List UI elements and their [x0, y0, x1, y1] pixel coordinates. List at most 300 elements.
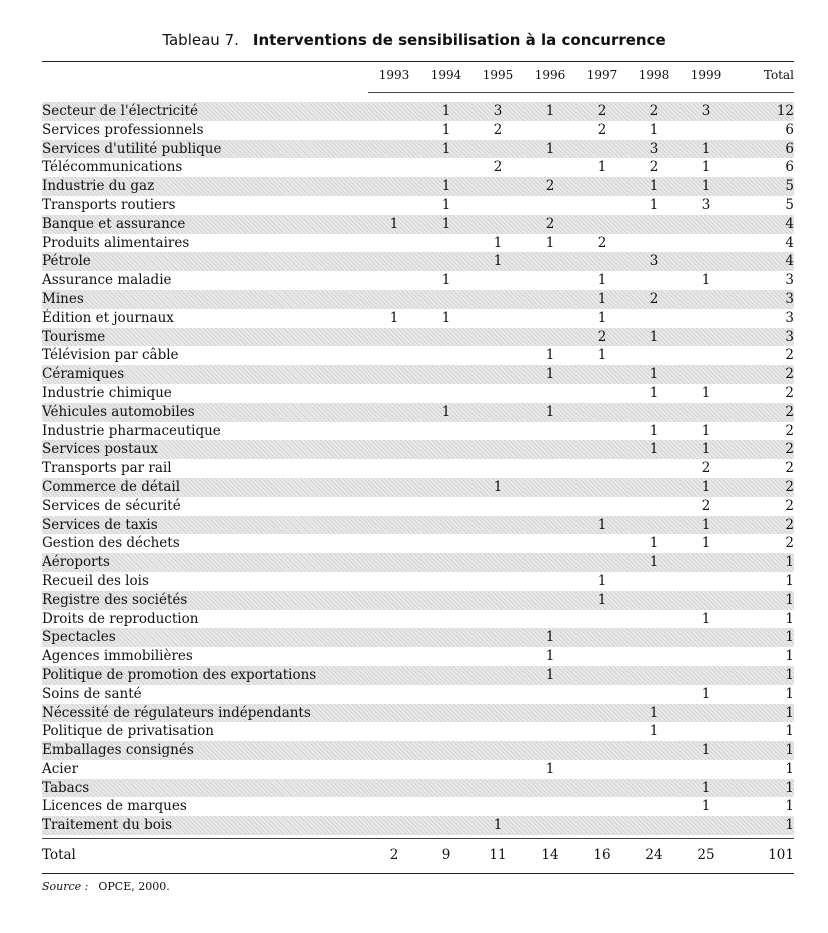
- value-cell: 1: [680, 177, 732, 196]
- column-header-1999: 1999: [690, 68, 722, 82]
- value-cell: [524, 685, 576, 704]
- header-rule: [368, 92, 794, 93]
- value-cell: [628, 271, 680, 290]
- value-cell: 1: [680, 478, 732, 497]
- table-row: [42, 346, 794, 365]
- row-total-cell: 3: [732, 328, 794, 347]
- value-cell: 1: [472, 478, 524, 497]
- value-cell: [420, 534, 472, 553]
- total-cell: 14: [541, 847, 559, 863]
- value-cell: 1: [545, 648, 555, 665]
- row-label: Politique de privatisation: [42, 723, 214, 740]
- value-cell: [472, 666, 524, 685]
- value-cell: [420, 704, 472, 723]
- value-cell: [628, 478, 680, 497]
- value-cell: [628, 516, 680, 535]
- table-row: [42, 497, 794, 516]
- value-cell: [420, 797, 472, 816]
- table-row: [42, 704, 794, 723]
- column-header-row: [42, 64, 794, 86]
- table-row: [42, 572, 794, 591]
- value-cell: 1: [680, 140, 732, 159]
- value-cell: 1: [628, 365, 680, 384]
- value-cell: 1: [701, 685, 711, 702]
- table-row: [42, 666, 794, 685]
- value-cell: [576, 384, 628, 403]
- value-cell: [472, 497, 524, 516]
- value-cell: [628, 628, 680, 647]
- table-row: [42, 591, 794, 610]
- value-cell: [680, 666, 732, 685]
- value-cell: [368, 685, 420, 704]
- table-row: [42, 271, 794, 290]
- value-cell: 1: [597, 572, 607, 589]
- value-cell: 1: [441, 309, 451, 326]
- table-row: [42, 102, 794, 121]
- row-total-cell: 1: [732, 816, 794, 835]
- row-total-cell: 2: [732, 403, 794, 422]
- row-label: Services postaux: [42, 440, 368, 459]
- total-cell: 24: [645, 847, 663, 863]
- value-cell: [524, 553, 576, 572]
- value-cell: 3: [628, 140, 680, 159]
- data-table-body: [42, 102, 794, 835]
- row-label: Licences de marques: [42, 798, 187, 815]
- value-cell: [368, 346, 420, 365]
- value-cell: [420, 252, 472, 271]
- total-cell: 11: [489, 847, 507, 863]
- table-row: [42, 685, 794, 704]
- value-cell: [576, 140, 628, 159]
- row-total-cell: 4: [785, 234, 794, 251]
- value-cell: [472, 722, 524, 741]
- value-cell: [368, 704, 420, 723]
- value-cell: [680, 234, 732, 253]
- value-cell: [680, 309, 732, 328]
- value-cell: [524, 497, 576, 516]
- value-cell: [628, 215, 680, 234]
- value-cell: [628, 497, 680, 516]
- value-cell: 1: [441, 196, 451, 213]
- row-total-cell: 2: [785, 497, 794, 514]
- value-cell: [420, 741, 472, 760]
- value-cell: [368, 610, 420, 629]
- table-row: [42, 422, 794, 441]
- table-row: [42, 403, 794, 422]
- value-cell: 1: [649, 384, 659, 401]
- value-cell: [420, 666, 472, 685]
- table-row: [42, 196, 794, 215]
- table-row: [42, 309, 794, 328]
- row-total-cell: 1: [732, 553, 794, 572]
- value-cell: [576, 365, 628, 384]
- row-label: Politique de promotion des exportations: [42, 666, 368, 685]
- value-cell: 1: [420, 140, 472, 159]
- value-cell: [524, 722, 576, 741]
- row-total-cell: 1: [785, 723, 794, 740]
- value-cell: [420, 422, 472, 441]
- row-label: Industrie du gaz: [42, 177, 368, 196]
- value-cell: 1: [597, 159, 607, 176]
- value-cell: 2: [597, 121, 607, 138]
- row-label: Secteur de l'électricité: [42, 102, 368, 121]
- value-cell: 1: [701, 384, 711, 401]
- value-cell: [576, 553, 628, 572]
- value-cell: [680, 591, 732, 610]
- row-total-cell: 6: [785, 121, 794, 138]
- table-row: [42, 234, 794, 253]
- value-cell: [420, 647, 472, 666]
- value-cell: [680, 572, 732, 591]
- value-cell: [472, 760, 524, 779]
- value-cell: [524, 290, 576, 309]
- value-cell: [368, 647, 420, 666]
- value-cell: [576, 722, 628, 741]
- value-cell: 1: [524, 365, 576, 384]
- value-cell: [420, 440, 472, 459]
- column-header-1997: 1997: [586, 68, 618, 82]
- value-cell: 2: [649, 159, 659, 176]
- value-cell: [576, 779, 628, 798]
- column-header-1996: 1996: [534, 68, 566, 82]
- totals-row: [42, 846, 794, 865]
- row-label: Emballages consignés: [42, 741, 368, 760]
- row-total-cell: 2: [732, 440, 794, 459]
- value-cell: [576, 534, 628, 553]
- value-cell: [368, 666, 420, 685]
- row-label: Services de taxis: [42, 516, 368, 535]
- value-cell: [472, 591, 524, 610]
- value-cell: [576, 459, 628, 478]
- value-cell: 1: [628, 553, 680, 572]
- total-cell: 9: [441, 847, 451, 863]
- value-cell: 1: [420, 102, 472, 121]
- value-cell: [628, 760, 680, 779]
- column-header-1995: 1995: [482, 68, 514, 82]
- value-cell: [472, 647, 524, 666]
- value-cell: 1: [680, 779, 732, 798]
- value-cell: 1: [628, 328, 680, 347]
- row-total-cell: 1: [785, 685, 794, 702]
- row-total-cell: 2: [785, 347, 794, 364]
- value-cell: 1: [701, 422, 711, 439]
- table-row: [42, 121, 794, 140]
- value-cell: 2: [576, 102, 628, 121]
- value-cell: [628, 666, 680, 685]
- table-number: Tableau 7.: [162, 31, 239, 49]
- row-label: Télécommunications: [42, 159, 183, 176]
- value-cell: [628, 403, 680, 422]
- value-cell: [472, 534, 524, 553]
- row-label: Aéroports: [42, 553, 368, 572]
- value-cell: [628, 779, 680, 798]
- value-cell: [420, 328, 472, 347]
- source-note: [42, 880, 170, 893]
- value-cell: 1: [420, 177, 472, 196]
- value-cell: [420, 610, 472, 629]
- row-label: Télévision par câble: [42, 347, 179, 364]
- value-cell: 1: [649, 422, 659, 439]
- table-row: [42, 816, 794, 835]
- value-cell: [368, 290, 420, 309]
- value-cell: [680, 328, 732, 347]
- value-cell: 1: [420, 403, 472, 422]
- value-cell: 1: [597, 347, 607, 364]
- value-cell: [628, 234, 680, 253]
- source-label: Source :: [42, 880, 89, 893]
- value-cell: [420, 365, 472, 384]
- value-cell: [524, 422, 576, 441]
- value-cell: 2: [493, 159, 503, 176]
- value-cell: 1: [576, 290, 628, 309]
- value-cell: [420, 459, 472, 478]
- row-total-cell: 2: [785, 422, 794, 439]
- row-total-cell: 6: [732, 140, 794, 159]
- value-cell: [472, 177, 524, 196]
- value-cell: [524, 516, 576, 535]
- value-cell: [368, 516, 420, 535]
- value-cell: [576, 497, 628, 516]
- value-cell: [368, 816, 420, 835]
- value-cell: [628, 459, 680, 478]
- value-cell: [420, 497, 472, 516]
- value-cell: [420, 290, 472, 309]
- table-row: [42, 741, 794, 760]
- value-cell: [472, 704, 524, 723]
- table-row: [42, 516, 794, 535]
- value-cell: 1: [649, 121, 659, 138]
- value-cell: [472, 365, 524, 384]
- value-cell: [680, 252, 732, 271]
- value-cell: [472, 309, 524, 328]
- value-cell: [628, 309, 680, 328]
- table-row: [42, 779, 794, 798]
- value-cell: [680, 121, 732, 140]
- value-cell: 3: [701, 196, 711, 213]
- value-cell: [524, 252, 576, 271]
- value-cell: [524, 459, 576, 478]
- table-row: [42, 177, 794, 196]
- value-cell: [472, 516, 524, 535]
- value-cell: 1: [628, 177, 680, 196]
- value-cell: 1: [649, 196, 659, 213]
- table-caption: Interventions de sensibilisation à la concurrence: [252, 31, 666, 49]
- value-cell: [576, 177, 628, 196]
- row-label: Traitement du bois: [42, 816, 368, 835]
- value-cell: 1: [649, 723, 659, 740]
- row-label: Assurance maladie: [42, 272, 172, 289]
- value-cell: 3: [680, 102, 732, 121]
- value-cell: [368, 234, 420, 253]
- value-cell: [680, 553, 732, 572]
- value-cell: [420, 591, 472, 610]
- value-cell: [524, 816, 576, 835]
- value-cell: 1: [545, 347, 555, 364]
- value-cell: [368, 572, 420, 591]
- value-cell: [368, 534, 420, 553]
- value-cell: [576, 422, 628, 441]
- value-cell: [472, 215, 524, 234]
- row-total-cell: 5: [785, 196, 794, 213]
- value-cell: [368, 403, 420, 422]
- value-cell: [472, 403, 524, 422]
- value-cell: 1: [524, 628, 576, 647]
- value-cell: [368, 102, 420, 121]
- row-label: Acier: [42, 760, 79, 777]
- value-cell: [524, 309, 576, 328]
- value-cell: 1: [524, 140, 576, 159]
- table-row: [42, 797, 794, 816]
- value-cell: 1: [701, 798, 711, 815]
- table-row: [42, 610, 794, 629]
- table-row: [42, 365, 794, 384]
- value-cell: [524, 196, 576, 215]
- value-cell: [472, 384, 524, 403]
- value-cell: [680, 722, 732, 741]
- value-cell: [576, 647, 628, 666]
- row-label: Véhicules automobiles: [42, 403, 368, 422]
- value-cell: [524, 271, 576, 290]
- value-cell: [524, 704, 576, 723]
- total-cell: 25: [697, 847, 715, 863]
- value-cell: [368, 628, 420, 647]
- value-cell: [420, 816, 472, 835]
- row-total-cell: 2: [732, 365, 794, 384]
- row-total-cell: 1: [732, 741, 794, 760]
- source-text: OPCE, 2000.: [98, 880, 170, 893]
- row-total-cell: 1: [732, 628, 794, 647]
- value-cell: [368, 121, 420, 140]
- table-row: [42, 384, 794, 403]
- value-cell: 1: [628, 440, 680, 459]
- row-total-cell: 3: [785, 309, 794, 326]
- value-cell: [472, 271, 524, 290]
- value-cell: [524, 779, 576, 798]
- value-cell: 1: [368, 215, 420, 234]
- table-row: [42, 215, 794, 234]
- value-cell: 1: [680, 741, 732, 760]
- value-cell: [368, 252, 420, 271]
- value-cell: [524, 610, 576, 629]
- value-cell: [368, 478, 420, 497]
- column-header-empty: [42, 64, 368, 86]
- value-cell: 1: [701, 159, 711, 176]
- value-cell: [628, 647, 680, 666]
- value-cell: [576, 610, 628, 629]
- value-cell: 1: [545, 234, 555, 251]
- value-cell: [420, 760, 472, 779]
- value-cell: [576, 685, 628, 704]
- value-cell: [368, 797, 420, 816]
- value-cell: [420, 516, 472, 535]
- column-header-1993: 1993: [378, 68, 410, 82]
- value-cell: [576, 403, 628, 422]
- value-cell: 1: [597, 272, 607, 289]
- value-cell: [420, 553, 472, 572]
- row-total-cell: 3: [785, 272, 794, 289]
- value-cell: 1: [524, 666, 576, 685]
- value-cell: [368, 459, 420, 478]
- value-cell: [368, 553, 420, 572]
- value-cell: [368, 140, 420, 159]
- value-cell: [368, 779, 420, 798]
- row-label: Soins de santé: [42, 685, 142, 702]
- value-cell: 1: [680, 440, 732, 459]
- value-cell: [524, 158, 576, 177]
- value-cell: [368, 328, 420, 347]
- value-cell: [472, 779, 524, 798]
- table-row: [42, 647, 794, 666]
- row-total-cell: 1: [785, 572, 794, 589]
- value-cell: 1: [493, 234, 503, 251]
- value-cell: [472, 440, 524, 459]
- row-label: Registre des sociétés: [42, 591, 368, 610]
- value-cell: [576, 816, 628, 835]
- value-cell: 1: [576, 516, 628, 535]
- value-cell: 2: [701, 460, 711, 477]
- value-cell: [628, 346, 680, 365]
- value-cell: 1: [701, 272, 711, 289]
- row-label: Services de sécurité: [42, 497, 181, 514]
- value-cell: [628, 816, 680, 835]
- value-cell: [368, 497, 420, 516]
- grand-total-cell: 101: [768, 847, 794, 863]
- row-label: Tabacs: [42, 779, 368, 798]
- value-cell: 1: [597, 309, 607, 326]
- row-label: Tourisme: [42, 328, 368, 347]
- total-cell: 2: [389, 847, 399, 863]
- table-row: [42, 478, 794, 497]
- row-label: Services d'utilité publique: [42, 140, 368, 159]
- row-label: Céramiques: [42, 365, 368, 384]
- table-row: [42, 140, 794, 159]
- totals-label: Total: [42, 847, 76, 863]
- value-cell: [472, 553, 524, 572]
- row-label: Banque et assurance: [42, 215, 368, 234]
- row-label: Droits de reproduction: [42, 610, 199, 627]
- row-label: Gestion des déchets: [42, 535, 180, 552]
- row-label: Services professionnels: [42, 121, 204, 138]
- value-cell: [628, 741, 680, 760]
- row-total-cell: 4: [732, 252, 794, 271]
- value-cell: [524, 741, 576, 760]
- top-rule: [42, 61, 794, 62]
- value-cell: 1: [701, 535, 711, 552]
- row-label: Transports routiers: [42, 196, 176, 213]
- value-cell: 1: [524, 102, 576, 121]
- totals-table: [42, 846, 794, 865]
- row-total-cell: 12: [732, 102, 794, 121]
- value-cell: 2: [524, 215, 576, 234]
- value-cell: [576, 196, 628, 215]
- value-cell: [368, 177, 420, 196]
- value-cell: [472, 628, 524, 647]
- value-cell: 1: [680, 516, 732, 535]
- row-label: Industrie chimique: [42, 384, 172, 401]
- row-label: Spectacles: [42, 628, 368, 647]
- value-cell: [628, 797, 680, 816]
- value-cell: 1: [524, 403, 576, 422]
- value-cell: [420, 158, 472, 177]
- value-cell: [680, 346, 732, 365]
- row-total-cell: 1: [732, 591, 794, 610]
- value-cell: [368, 384, 420, 403]
- value-cell: [420, 779, 472, 798]
- value-cell: 1: [545, 760, 555, 777]
- value-cell: 2: [493, 121, 503, 138]
- value-cell: [472, 140, 524, 159]
- table-row: [42, 252, 794, 271]
